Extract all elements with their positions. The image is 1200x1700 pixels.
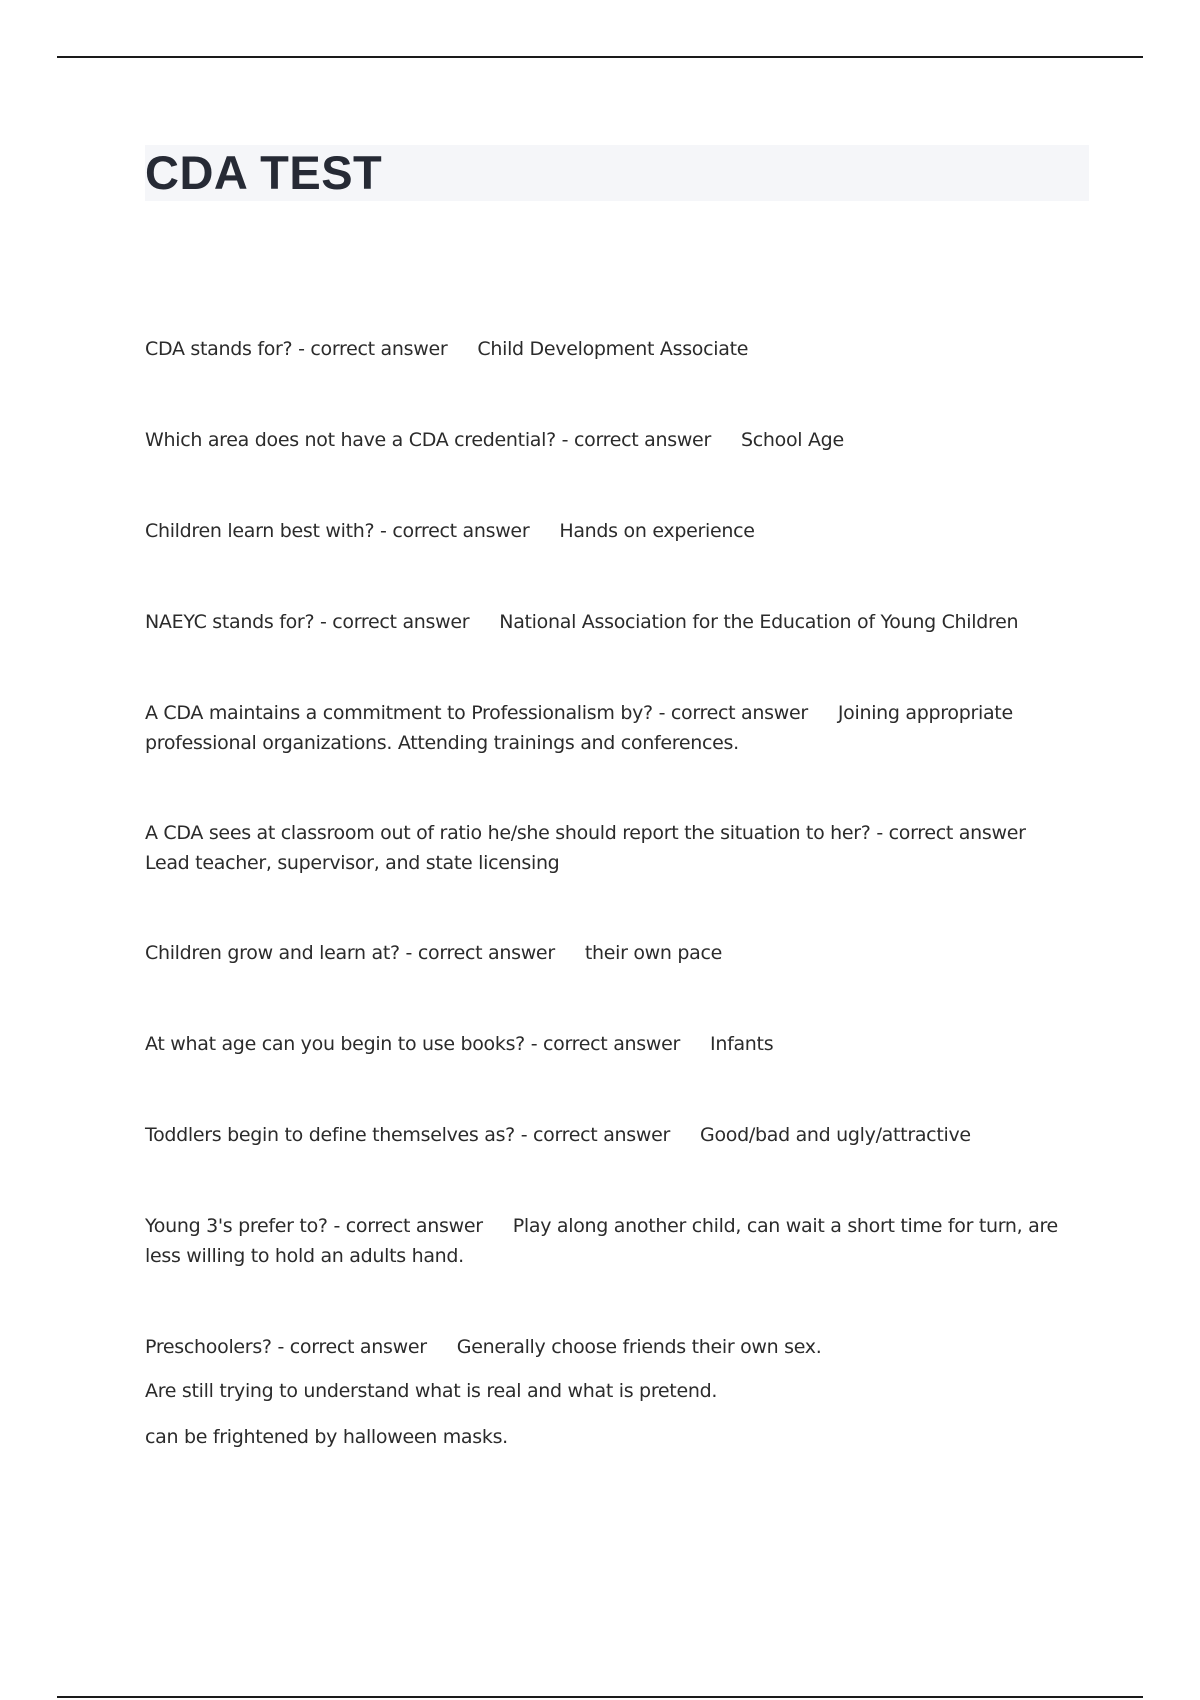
qa-item-6 bbox=[145, 818, 1089, 878]
answer: their own pace bbox=[584, 942, 723, 964]
answer: Play along another child, can wait a short time for turn, are less willing to hold an adults hand. bbox=[145, 1215, 1058, 1267]
question: Children grow and learn at? bbox=[145, 942, 400, 964]
question: CDA stands for? bbox=[145, 338, 293, 360]
answer-separator: - correct answer bbox=[561, 429, 711, 451]
answer-separator: - correct answer bbox=[876, 822, 1026, 844]
answer-separator: - correct answer bbox=[298, 338, 448, 360]
answer: Lead teacher, supervisor, and state licensing bbox=[145, 852, 560, 874]
answer-separator: - correct answer bbox=[380, 520, 530, 542]
question: At what age can you begin to use books? bbox=[145, 1033, 525, 1055]
answer: Joining appropriate professional organizations. Attending trainings and conferences. bbox=[145, 702, 1013, 754]
answer: Infants bbox=[710, 1033, 774, 1055]
answer: Good/bad and ugly/attractive bbox=[700, 1124, 971, 1146]
document-title: CDA TEST bbox=[145, 146, 383, 199]
qa-item-1 bbox=[145, 334, 1089, 364]
qa-item-10 bbox=[145, 1211, 1089, 1271]
answer-continuation-2: can be frightened by halloween masks. bbox=[145, 1426, 508, 1448]
answer: National Association for the Education of Young Children bbox=[499, 611, 1019, 633]
top-rule bbox=[57, 56, 1143, 58]
answer-separator: - correct answer bbox=[405, 942, 555, 964]
answer-separator: - correct answer bbox=[333, 1215, 483, 1237]
question: NAEYC stands for? bbox=[145, 611, 315, 633]
question: A CDA sees at classroom out of ratio he/she should report the situation to her? bbox=[145, 822, 871, 844]
question: Toddlers begin to define themselves as? bbox=[145, 1124, 515, 1146]
question: Young 3's prefer to? bbox=[145, 1215, 328, 1237]
question: Which area does not have a CDA credential? bbox=[145, 429, 556, 451]
question: Children learn best with? bbox=[145, 520, 375, 542]
qa-item-5 bbox=[145, 698, 1089, 758]
answer-separator: - correct answer bbox=[319, 611, 470, 633]
qa-item-7 bbox=[145, 938, 1089, 968]
qa-item-2 bbox=[145, 425, 1089, 455]
qa-item-11 bbox=[145, 1332, 1089, 1362]
answer: Generally choose friends their own sex. bbox=[456, 1336, 822, 1358]
answer-separator: - correct answer bbox=[658, 702, 808, 724]
answer: Hands on experience bbox=[559, 520, 755, 542]
question: Preschoolers? bbox=[145, 1336, 272, 1358]
qa-item-3 bbox=[145, 516, 1089, 546]
answer-separator: - correct answer bbox=[277, 1336, 427, 1358]
qa-item-4 bbox=[145, 607, 1089, 637]
qa-item-9 bbox=[145, 1120, 1089, 1150]
title-banner bbox=[145, 145, 1089, 201]
answer: School Age bbox=[740, 429, 844, 451]
answer-continuation-1: Are still trying to understand what is real and what is pretend. bbox=[145, 1380, 718, 1402]
question: A CDA maintains a commitment to Professionalism by? bbox=[145, 702, 653, 724]
answer-separator: - correct answer bbox=[530, 1033, 681, 1055]
qa-item-8 bbox=[145, 1029, 1089, 1059]
bottom-rule bbox=[57, 1696, 1143, 1698]
answer-separator: - correct answer bbox=[520, 1124, 671, 1146]
answer: Child Development Associate bbox=[477, 338, 749, 360]
